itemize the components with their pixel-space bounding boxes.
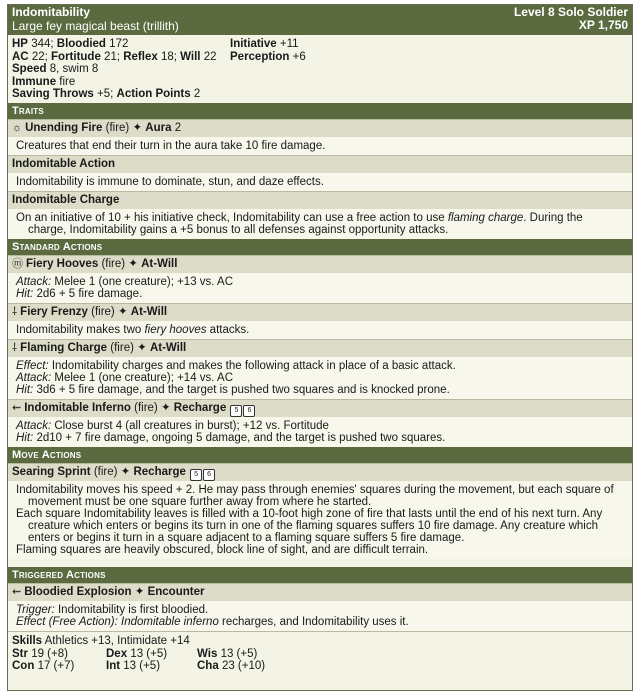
creature-name: Indomitability — [12, 5, 90, 19]
core-stats — [8, 35, 632, 103]
power-title-bloodied-explosion: ⇜ Bloodied Explosion ✦ Encounter — [8, 583, 632, 601]
power-title-fiery-frenzy: ⸸ Fiery Frenzy (fire) ✦ At-Will — [8, 303, 632, 321]
stat-block — [7, 4, 633, 691]
power-title-fiery-hooves: ⓜ Fiery Hooves (fire) ✦ At-Will — [8, 255, 632, 273]
move-actions-header: Move Actions — [8, 447, 632, 463]
immune-line: Immune fire — [12, 75, 76, 88]
speed-line: Speed 8, swim 8 — [12, 63, 99, 75]
power-body-unending-fire: Creatures that end their turn in the aura take 10 fire damage. — [8, 137, 632, 155]
melee-icon: ⸸ — [12, 306, 18, 318]
dex-score: Dex 13 (+5) — [106, 647, 168, 660]
int-score: Int 13 (+5) — [106, 659, 161, 672]
triggered-actions-header: Triggered Actions — [8, 567, 632, 583]
creature-level: Level 8 Solo Soldier — [513, 5, 628, 19]
die-five-icon: 5 — [190, 469, 202, 481]
power-body-bloodied-explosion: Trigger: Indomitability is first bloodied. Effect (Free Action): Indomitable inferno recharges, and Indomitability uses it. — [8, 601, 632, 631]
power-body-flaming-charge: Effect: Indomitability charges and makes the following attack in place of a basic attack. Attack: Melee 1 (one creature); +14 vs. AC Hit: 3d6 + 5 fire damage, and the target is pushed two squares and is knocked prone. — [8, 357, 632, 399]
power-title-indomitable-inferno: ⇜ Indomitable Inferno (fire) ✦ Recharge 5 6 — [8, 399, 632, 417]
creature-type: Large fey magical beast (trillith) — [12, 19, 179, 33]
initiative-line: Initiative +11 — [230, 38, 299, 50]
close-burst-icon: ⇜ — [12, 402, 22, 414]
defenses-line: AC 22; Fortitude 21; Reflex 18; Will 22 — [12, 50, 217, 63]
stat-block-header — [8, 5, 632, 35]
power-title-searing-sprint: Searing Sprint (fire) ✦ Recharge 5 6 — [8, 463, 632, 481]
power-title-unending-fire: ☼ Unending Fire (fire) ✦ Aura 2 — [8, 119, 632, 137]
melee-icon: ⸸ — [12, 342, 18, 354]
power-body-indomitable-charge: On an initiative of 10 + his initiative check, Indomitability can use a free action to use flaming charge. During the charge, Indomitability gains a +5 bonus to all defenses against opportunity attacks. — [8, 209, 632, 239]
power-title-indomitable-charge: Indomitable Charge — [8, 191, 632, 209]
ability-scores — [8, 631, 632, 671]
die-five-icon: 5 — [230, 405, 242, 417]
skills-line: Skills Athletics +13, Intimidate +14 — [12, 635, 190, 647]
power-title-indomitable-action: Indomitable Action — [8, 155, 632, 173]
power-title-flaming-charge: ⸸ Flaming Charge (fire) ✦ At-Will — [8, 339, 632, 357]
con-score: Con 17 (+7) — [12, 659, 75, 672]
die-six-icon: 6 — [203, 469, 215, 481]
standard-actions-header: Standard Actions — [8, 239, 632, 255]
creature-xp: XP 1,750 — [578, 18, 628, 32]
traits-header: Traits — [8, 103, 632, 119]
melee-basic-icon: ⓜ — [12, 258, 23, 270]
saves-line: Saving Throws +5; Action Points 2 — [12, 88, 201, 100]
perception-line: Perception +6 — [230, 50, 306, 63]
power-body-fiery-frenzy: Indomitability makes two fiery hooves attacks. — [8, 321, 632, 339]
power-body-searing-sprint: Indomitability moves his speed + 2. He may pass through enemies' squares during the movement, but each square of movement must be one square further away from where he started. Each square Indomitability leaves is filled with a 10-foot high zone of fire that lasts until the end of his next turn. Any creature which enters or begins its turn in one of the flaming squares suffers 10 fire damage. Any creature which enters or begins it turn in a square adjacent to a flaming square suffers 5 fire damage. Flaming squares are heavily obscured, block line of sight, and are difficult terrain. — [8, 481, 632, 559]
hp-line: HP 344; Bloodied 172 — [12, 38, 129, 50]
initiative-block — [230, 38, 306, 63]
cha-score: Cha 23 (+10) — [197, 659, 266, 672]
aura-icon: ☼ — [12, 122, 23, 134]
power-body-indomitable-inferno: Attack: Close burst 4 (all creatures in burst); +12 vs. Fortitude Hit: 2d10 + 7 fire damage, ongoing 5 damage, and the target is pushed two squares. — [8, 417, 632, 447]
die-six-icon: 6 — [243, 405, 255, 417]
power-body-fiery-hooves: Attack: Melee 1 (one creature); +13 vs. AC Hit: 2d6 + 5 fire damage. — [8, 273, 632, 303]
power-body-indomitable-action: Indomitability is immune to dominate, stun, and daze effects. — [8, 173, 632, 191]
wis-score: Wis 13 (+5) — [197, 647, 258, 660]
close-burst-icon: ⇜ — [12, 586, 22, 598]
str-score: Str 19 (+8) — [12, 647, 68, 660]
level-block — [514, 6, 628, 32]
